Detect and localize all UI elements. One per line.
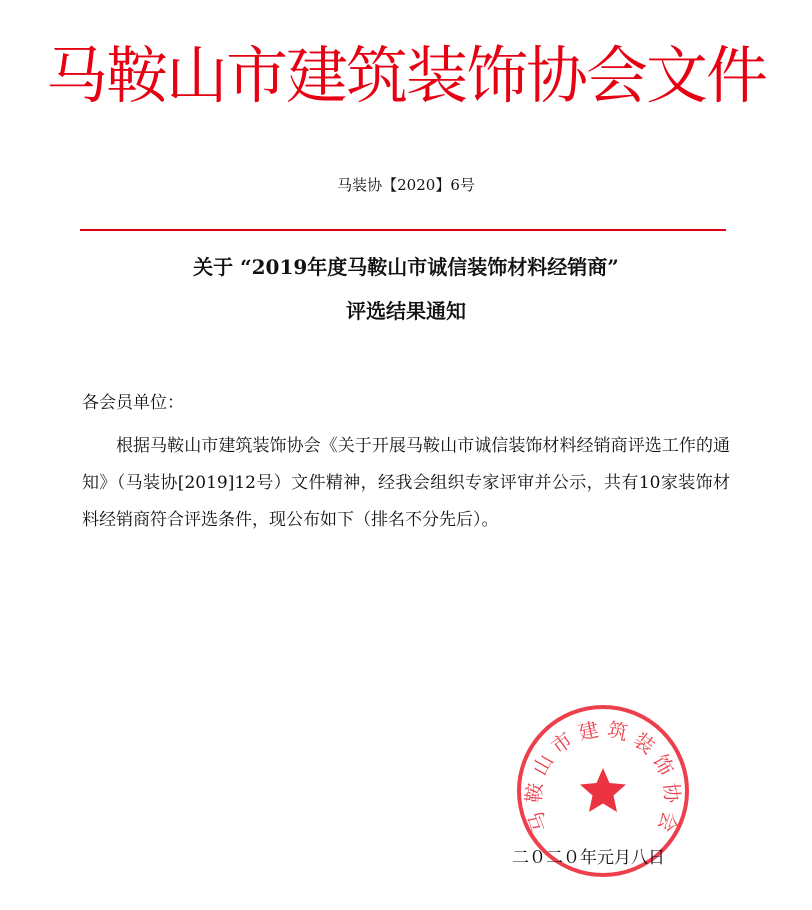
- salutation: 各会员单位：: [82, 393, 184, 413]
- notice-title-line-2: 评选结果通知: [346, 299, 466, 323]
- seal-star-icon: [580, 768, 626, 812]
- red-divider-line: [80, 229, 726, 231]
- notice-title-line-1: 关于 “2019年度马鞍山市诚信装饰材料经销商”: [193, 255, 619, 279]
- document-number: 马装协【2020】6号: [337, 176, 475, 194]
- body-paragraph: 根据马鞍山市建筑装饰协会《关于开展马鞍山市诚信装饰材料经销商评选工作的通知》（马装协[2019]12号）文件精神，经我会组织专家评审并公示，共有10家装饰材料经销商符合评选条件，现公布如下（排名不分先后）。: [82, 436, 730, 530]
- document-header-title: 马鞍山市建筑装饰协会文件: [45, 39, 766, 112]
- svg-text:马 鞍 山 市 建 筑 装 饰 协 会: 马 鞍 山 市 建 筑 装 饰 协 会: [521, 717, 685, 836]
- issue-date: 二０二０年元月八日: [512, 848, 665, 868]
